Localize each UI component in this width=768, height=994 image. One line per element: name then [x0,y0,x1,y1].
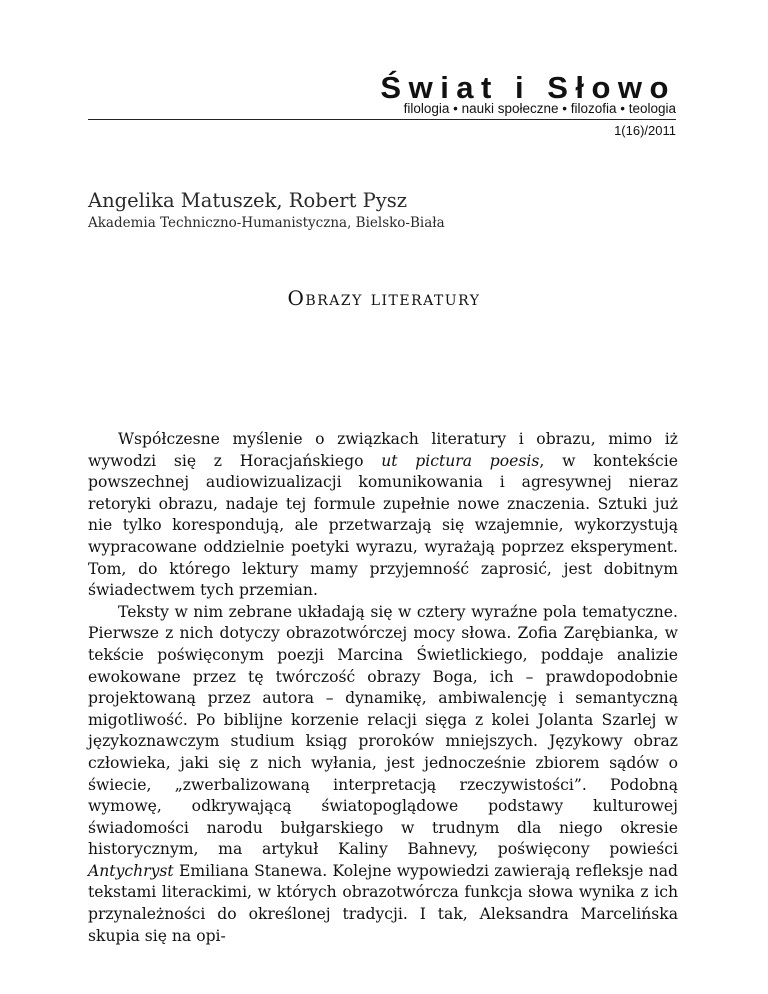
article-title: Obrazy literatury [287,286,481,310]
paragraph-2-text-b: Emiliana Stanewa. Kolejne wypowiedzi zawierają refleksje nad tekstami literackimi, w których obrazotwórcza funkcja słowa wynika z ich przynależności do określonej tradycji. I tak, Aleksandra Marcelińska skupia się na opi- [88,861,678,945]
issue-number: 1(16)/2011 [614,123,676,138]
header-rule [88,119,676,120]
journal-title: Świat i Słowo [380,70,676,105]
paragraph-1-text-b: , w kontekście powszechnej audiowizualizacji komunikowania i agresywnej nieraz retoryki obrazu, nadaje tej formule zupełnie nowe znaczenia. Sztuki już nie tylko korespondują, ale przetwarzają się wzajemnie, wykorzystują wypracowane oddzielnie poetyki wyrazu, wyrażają poprzez eksperyment. Tom, do którego lektury mamy przyjemność zaprosić, jest dobitnym świadectwem tych przemian. [88,451,678,600]
article-body [88,429,678,947]
paragraph-1-italic: ut pictura poesis [381,451,540,470]
paragraph-2 [88,602,678,948]
author-affiliation: Akademia Techniczno-Humanistyczna, Bielsko-Biała [88,215,445,231]
paragraph-2-italic: Antychryst [88,861,174,880]
journal-subtitle: filologia • nauki społeczne • filozofia • teologia [403,101,676,116]
paragraph-2-text-a: Teksty w nim zebrane układają się w cztery wyraźne pola tematyczne. Pierwsze z nich dotyczy obrazotwórczej mocy słowa. Zofia Zarębianka, w tekście poświęconym poezji Marcina Świetlickiego, poddaje analizie ewokowane przez tę twórczość obrazy Boga, ich – prawdopodobnie projektowaną przez autora – dynamikę, ambiwalencję i semantyczną migotliwość. Po biblijne korzenie relacji sięga z kolei Jolanta Szarlej w językoznawczym studium ksiąg proroków mniejszych. Językowy obraz człowieka, jaki się z nich wyłania, jest jednocześnie zbiorem sądów o świecie, „zwerbalizowaną interpretacją rzeczywistości”. Podobną wymowę, odkrywającą światopoglądowe podstawy kulturowej świadomości narodu bułgarskiego w trudnym dla niego okresie historycznym, ma artykuł Kaliny Bahnevy, poświęcony powieści [88,602,678,859]
paragraph-1-text-a: Współczesne myślenie o związkach literatury i obrazu, mimo iż wywodzi się z Horacjańskiego [88,430,678,470]
paragraph-1 [88,429,678,602]
article-authors: Angelika Matuszek, Robert Pysz [88,189,408,212]
